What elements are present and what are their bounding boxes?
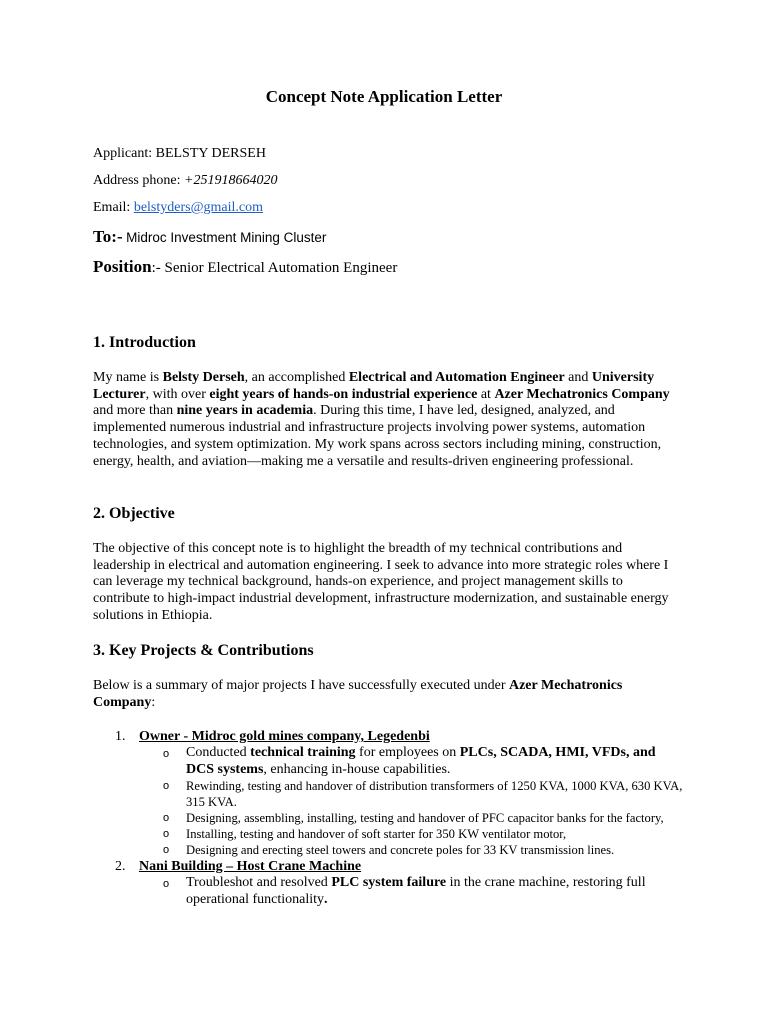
intro-bold: nine years in academia (176, 403, 314, 419)
applicant-label: Applicant: (93, 146, 153, 161)
position-line (93, 258, 397, 277)
position-label: Position (93, 257, 152, 276)
project-details (93, 745, 683, 858)
detail-bold: PLC system failure (331, 875, 447, 890)
intro-text: at (477, 386, 495, 402)
projects-heading: 3. Key Projects & Contributions (93, 642, 314, 659)
intro-text: , an accomplished (244, 370, 349, 385)
detail-bold: . (324, 891, 328, 907)
detail-text: Troubleshot and resolved (186, 875, 332, 890)
detail-text: Installing, testing and handover of soft starter for 350 KW ventilator motor, (186, 827, 567, 841)
projects-list (93, 728, 683, 908)
project-detail-item (93, 745, 683, 778)
projects-intro-paragraph (93, 678, 673, 711)
projects-intro-text: Below is a summary of major projects I have successfully executed under (93, 678, 509, 693)
email-link[interactable]: belstyders@gmail.com (133, 200, 263, 215)
project-number: 1. (115, 729, 126, 744)
to-recipient: Midroc Investment Mining Cluster (126, 230, 327, 245)
intro-text: . During this time, I have led, designed, analyzed, and implemented numerous industrial and infrastructure projects involving power systems, automation technologies, and system optimization. My work spans across sectors including mining, construction, energy, health, and aviation—making me a versatile and results-driven engineering professional. (93, 403, 662, 469)
detail-bold: technical training (250, 745, 356, 760)
email-line (93, 199, 263, 216)
phone-line (93, 172, 277, 189)
document-title: Concept Note Application Letter (265, 87, 503, 106)
projects-intro-text: : (151, 694, 156, 710)
intro-bold: Azer Mechatronics Company (494, 386, 670, 402)
project-detail-item (93, 778, 683, 810)
intro-bold: Electrical and Automation Engineer (348, 370, 565, 385)
intro-text: and (564, 370, 592, 385)
project-details (93, 875, 683, 908)
detail-text: in the crane machine, restoring full operational functionality (186, 875, 646, 907)
phone-label: Address phone: (93, 173, 181, 188)
detail-text: for employees on (355, 745, 460, 760)
bullet-icon: o (163, 828, 170, 840)
applicant-name: BELSTY DERSEH (155, 146, 266, 161)
phone-value: +251918664020 (184, 173, 278, 188)
bullet-icon: o (163, 812, 170, 824)
intro-text: My name is (93, 370, 163, 385)
bullet-icon: o (163, 780, 170, 792)
to-line (93, 228, 326, 247)
to-label: To:- (93, 227, 123, 246)
detail-text: Conducted (186, 745, 251, 760)
project-detail-item (93, 826, 683, 842)
position-value: :- Senior Electrical Automation Engineer (151, 260, 398, 276)
intro-text: and more than (93, 403, 177, 419)
detail-bold: PLCs, SCADA, HMI, VFDs, and DCS systems (186, 745, 656, 777)
detail-text: Designing and erecting steel towers and concrete poles for 33 KV transmission lines. (186, 843, 615, 857)
intro-bold: Belsty Derseh (162, 370, 245, 385)
detail-text: Rewinding, testing and handover of distribution transformers of 1250 KVA, 1000 KVA, 630 KVA, 315 KVA. (186, 779, 683, 809)
detail-text: , enhancing in-house capabilities. (263, 761, 451, 777)
project-item (93, 728, 683, 858)
intro-bold: eight years of hands-on industrial experience (209, 386, 478, 402)
detail-text: Designing, assembling, installing, testing and handover of PFC capacitor banks for the factory, (186, 811, 664, 825)
introduction-heading: 1. Introduction (93, 334, 196, 351)
introduction-paragraph (93, 370, 673, 470)
applicant-line (93, 145, 266, 162)
project-detail-item (93, 875, 683, 908)
project-title: Nani Building – Host Crane Machine (139, 859, 362, 874)
email-label: Email: (93, 200, 131, 215)
project-number: 2. (115, 859, 126, 874)
projects-intro-bold: Azer Mechatronics Company (93, 678, 623, 710)
bullet-icon: o (163, 748, 170, 760)
bullet-icon: o (163, 844, 170, 856)
project-detail-item (93, 810, 683, 826)
project-detail-item (93, 842, 683, 858)
objective-heading: 2. Objective (93, 505, 175, 522)
intro-text: , with over (145, 386, 210, 402)
bullet-icon: o (163, 878, 170, 890)
intro-bold: University Lecturer (93, 370, 655, 402)
project-title: Owner - Midroc gold mines company, Legedenbi (139, 729, 430, 744)
objective-paragraph: The objective of this concept note is to highlight the breadth of my technical contributions and leadership in electrical and automation engineering. I seek to advance into more strategic roles where I can leverage my technical background, hands-on experience, and project management skills to contribute to high-impact industrial development, infrastructure modernization, and sustainable energy solutions in Ethiopia. (93, 541, 669, 623)
project-item (93, 858, 683, 908)
